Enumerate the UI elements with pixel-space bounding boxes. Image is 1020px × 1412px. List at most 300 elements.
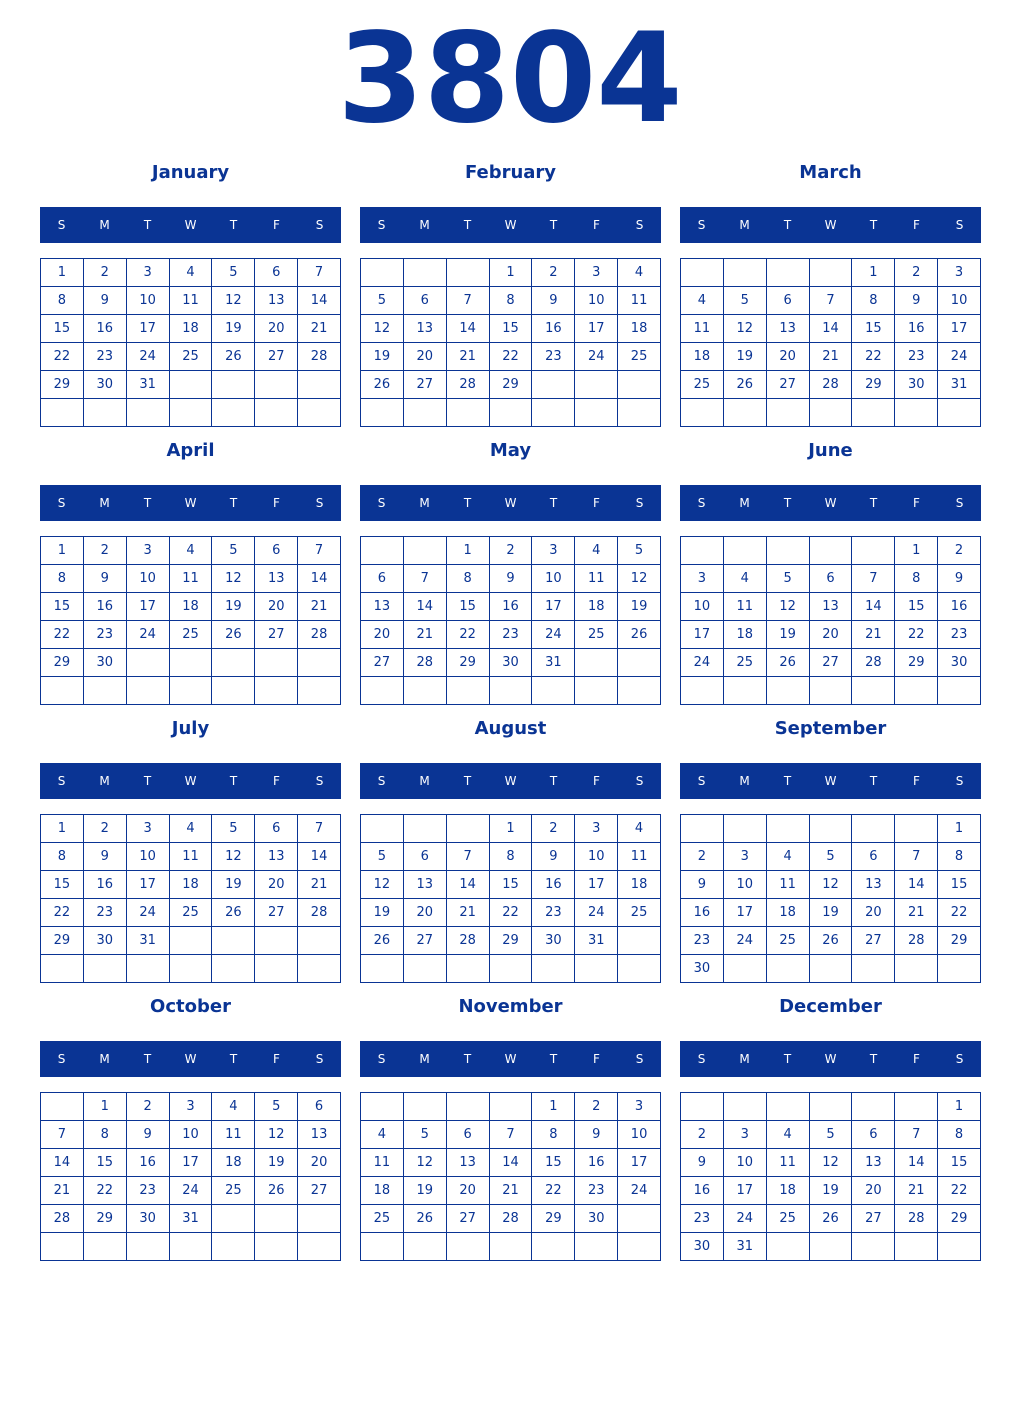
day-cell: 12 (618, 565, 661, 593)
day-cell: 29 (41, 371, 84, 399)
month-march (680, 156, 981, 426)
day-cell: 28 (298, 343, 341, 371)
empty-day-cell (575, 1233, 618, 1261)
empty-day-cell (724, 955, 767, 983)
empty-day-cell (41, 677, 84, 705)
day-cell: 3 (127, 259, 170, 287)
day-cell: 10 (127, 843, 170, 871)
day-cell: 12 (212, 565, 255, 593)
day-cell: 21 (41, 1177, 84, 1205)
day-cell: 25 (681, 371, 724, 399)
weekday-label: T (869, 218, 878, 232)
day-cell: 13 (255, 287, 298, 315)
empty-day-cell (810, 677, 853, 705)
day-cell: 4 (361, 1121, 404, 1149)
weekday-label: S (697, 496, 706, 510)
empty-day-cell (84, 399, 127, 427)
empty-day-cell (532, 955, 575, 983)
day-cell: 20 (852, 1177, 895, 1205)
day-cell: 15 (41, 315, 84, 343)
empty-day-cell (724, 1093, 767, 1121)
day-cell: 31 (575, 927, 618, 955)
empty-day-cell (298, 1205, 341, 1233)
weekday-header (680, 763, 981, 799)
day-cell: 26 (361, 927, 404, 955)
empty-day-cell (532, 677, 575, 705)
day-cell: 20 (404, 343, 447, 371)
weekday-label: W (824, 774, 837, 788)
weekday-label: W (824, 218, 837, 232)
weekday-label: T (229, 774, 238, 788)
day-cell: 3 (575, 815, 618, 843)
day-cell: 15 (41, 871, 84, 899)
empty-day-cell (490, 955, 533, 983)
day-grid (40, 1092, 341, 1261)
day-cell: 9 (895, 287, 938, 315)
day-cell: 6 (255, 537, 298, 565)
day-cell: 2 (532, 259, 575, 287)
weekday-label: S (635, 496, 644, 510)
weekday-label: S (697, 1052, 706, 1066)
day-cell: 19 (361, 899, 404, 927)
day-cell: 25 (575, 621, 618, 649)
day-cell: 10 (938, 287, 981, 315)
day-cell: 1 (938, 815, 981, 843)
day-cell: 11 (681, 315, 724, 343)
day-cell: 25 (767, 1205, 810, 1233)
day-cell: 9 (532, 287, 575, 315)
day-grid (360, 536, 661, 705)
day-cell: 12 (255, 1121, 298, 1149)
day-cell: 19 (767, 621, 810, 649)
weekday-header (360, 207, 661, 243)
day-cell: 16 (490, 593, 533, 621)
empty-day-cell (212, 1205, 255, 1233)
empty-day-cell (852, 537, 895, 565)
day-cell: 9 (84, 287, 127, 315)
day-cell: 27 (404, 927, 447, 955)
empty-day-cell (618, 399, 661, 427)
day-cell: 15 (447, 593, 490, 621)
day-cell: 23 (84, 343, 127, 371)
weekday-label: T (549, 774, 558, 788)
day-cell: 9 (938, 565, 981, 593)
empty-day-cell (767, 537, 810, 565)
day-cell: 20 (404, 899, 447, 927)
day-cell: 9 (575, 1121, 618, 1149)
day-cell: 8 (84, 1121, 127, 1149)
weekday-label: S (635, 218, 644, 232)
day-cell: 16 (532, 315, 575, 343)
month-name: May (489, 440, 532, 461)
day-cell: 7 (895, 843, 938, 871)
empty-day-cell (170, 371, 213, 399)
day-cell: 1 (938, 1093, 981, 1121)
weekday-label: S (377, 496, 386, 510)
day-cell: 3 (724, 1121, 767, 1149)
empty-day-cell (767, 1233, 810, 1261)
empty-day-cell (681, 537, 724, 565)
day-cell: 6 (255, 815, 298, 843)
day-cell: 6 (298, 1093, 341, 1121)
day-cell: 2 (681, 843, 724, 871)
day-cell: 24 (724, 927, 767, 955)
month-february (360, 156, 661, 426)
day-cell: 19 (618, 593, 661, 621)
empty-day-cell (361, 1233, 404, 1261)
day-cell: 3 (532, 537, 575, 565)
weekday-label: M (99, 218, 110, 232)
day-cell: 8 (852, 287, 895, 315)
weekday-header (40, 763, 341, 799)
month-november (360, 990, 661, 1260)
day-cell: 12 (212, 287, 255, 315)
empty-day-cell (724, 677, 767, 705)
day-cell: 31 (170, 1205, 213, 1233)
weekday-label: T (783, 1052, 792, 1066)
empty-day-cell (618, 371, 661, 399)
day-cell: 22 (938, 1177, 981, 1205)
empty-day-cell (895, 399, 938, 427)
empty-day-cell (41, 955, 84, 983)
empty-day-cell (618, 955, 661, 983)
weekday-label: S (377, 218, 386, 232)
day-cell: 24 (724, 1205, 767, 1233)
day-cell: 22 (490, 899, 533, 927)
day-cell: 21 (298, 871, 341, 899)
day-cell: 23 (532, 343, 575, 371)
weekday-label: M (419, 218, 430, 232)
empty-day-cell (852, 955, 895, 983)
weekday-label: W (184, 1052, 197, 1066)
day-cell: 30 (938, 649, 981, 677)
day-cell: 15 (490, 315, 533, 343)
day-cell: 22 (41, 621, 84, 649)
empty-day-cell (212, 955, 255, 983)
empty-day-cell (575, 649, 618, 677)
day-cell: 11 (212, 1121, 255, 1149)
day-cell: 26 (810, 1205, 853, 1233)
day-cell: 16 (84, 315, 127, 343)
day-cell: 17 (724, 1177, 767, 1205)
day-cell: 19 (810, 1177, 853, 1205)
day-cell: 20 (255, 871, 298, 899)
day-cell: 8 (447, 565, 490, 593)
weekday-label: T (229, 496, 238, 510)
day-cell: 5 (212, 259, 255, 287)
month-name: April (166, 440, 215, 461)
empty-day-cell (127, 955, 170, 983)
day-cell: 15 (41, 593, 84, 621)
day-cell: 29 (447, 649, 490, 677)
day-cell: 1 (84, 1093, 127, 1121)
day-cell: 12 (361, 871, 404, 899)
day-cell: 24 (127, 621, 170, 649)
month-name: February (464, 162, 557, 183)
empty-day-cell (404, 1233, 447, 1261)
day-cell: 12 (767, 593, 810, 621)
day-cell: 28 (852, 649, 895, 677)
day-cell: 7 (41, 1121, 84, 1149)
day-cell: 3 (127, 537, 170, 565)
day-cell: 15 (490, 871, 533, 899)
empty-day-cell (447, 399, 490, 427)
day-cell: 11 (618, 287, 661, 315)
day-cell: 22 (852, 343, 895, 371)
day-cell: 29 (84, 1205, 127, 1233)
day-cell: 8 (895, 565, 938, 593)
day-cell: 26 (361, 371, 404, 399)
weekday-label: S (635, 774, 644, 788)
day-cell: 2 (127, 1093, 170, 1121)
day-cell: 29 (895, 649, 938, 677)
empty-day-cell (895, 955, 938, 983)
day-cell: 17 (170, 1149, 213, 1177)
empty-day-cell (938, 399, 981, 427)
day-cell: 13 (852, 1149, 895, 1177)
day-cell: 14 (895, 871, 938, 899)
day-cell: 7 (298, 815, 341, 843)
day-cell: 17 (127, 871, 170, 899)
month-name: July (171, 718, 210, 739)
empty-day-cell (127, 677, 170, 705)
empty-day-cell (84, 955, 127, 983)
day-grid (40, 258, 341, 427)
weekday-label: F (593, 218, 600, 232)
day-cell: 15 (84, 1149, 127, 1177)
day-cell: 24 (938, 343, 981, 371)
day-cell: 6 (361, 565, 404, 593)
day-cell: 16 (532, 871, 575, 899)
empty-day-cell (212, 371, 255, 399)
day-cell: 27 (361, 649, 404, 677)
weekday-label: T (143, 496, 152, 510)
day-cell: 30 (84, 649, 127, 677)
day-cell: 10 (575, 287, 618, 315)
empty-day-cell (447, 955, 490, 983)
weekday-label: F (913, 496, 920, 510)
day-cell: 27 (404, 371, 447, 399)
empty-day-cell (127, 649, 170, 677)
weekday-label: W (504, 496, 517, 510)
day-cell: 8 (41, 565, 84, 593)
weekday-label: T (463, 1052, 472, 1066)
day-cell: 24 (532, 621, 575, 649)
empty-day-cell (255, 677, 298, 705)
day-cell: 25 (724, 649, 767, 677)
day-cell: 14 (298, 565, 341, 593)
month-name: September (774, 718, 887, 739)
day-cell: 12 (810, 1149, 853, 1177)
empty-day-cell (767, 955, 810, 983)
weekday-label: S (57, 774, 66, 788)
day-cell: 12 (361, 315, 404, 343)
empty-day-cell (895, 1233, 938, 1261)
weekday-label: M (739, 218, 750, 232)
day-cell: 14 (895, 1149, 938, 1177)
weekday-label: T (229, 1052, 238, 1066)
day-cell: 13 (852, 871, 895, 899)
day-cell: 18 (170, 315, 213, 343)
day-cell: 29 (532, 1205, 575, 1233)
day-cell: 15 (938, 1149, 981, 1177)
empty-day-cell (361, 259, 404, 287)
day-cell: 7 (404, 565, 447, 593)
day-cell: 20 (361, 621, 404, 649)
day-cell: 9 (127, 1121, 170, 1149)
day-cell: 13 (404, 871, 447, 899)
empty-day-cell (41, 1093, 84, 1121)
day-cell: 7 (447, 843, 490, 871)
empty-day-cell (127, 1233, 170, 1261)
day-cell: 31 (724, 1233, 767, 1261)
weekday-header (360, 1041, 661, 1077)
weekday-label: F (913, 774, 920, 788)
day-cell: 17 (681, 621, 724, 649)
empty-day-cell (532, 399, 575, 427)
day-cell: 14 (41, 1149, 84, 1177)
weekday-label: F (913, 218, 920, 232)
weekday-label: S (377, 1052, 386, 1066)
day-cell: 29 (938, 1205, 981, 1233)
empty-day-cell (447, 1093, 490, 1121)
day-cell: 8 (938, 843, 981, 871)
day-cell: 25 (212, 1177, 255, 1205)
day-cell: 3 (127, 815, 170, 843)
empty-day-cell (298, 649, 341, 677)
weekday-label: T (143, 1052, 152, 1066)
day-cell: 27 (810, 649, 853, 677)
day-cell: 27 (447, 1205, 490, 1233)
day-cell: 17 (127, 593, 170, 621)
day-cell: 7 (447, 287, 490, 315)
day-grid (680, 814, 981, 983)
day-cell: 16 (681, 1177, 724, 1205)
day-cell: 20 (852, 899, 895, 927)
day-cell: 18 (724, 621, 767, 649)
empty-day-cell (212, 927, 255, 955)
empty-day-cell (810, 955, 853, 983)
empty-day-cell (532, 371, 575, 399)
empty-day-cell (852, 1233, 895, 1261)
day-cell: 21 (490, 1177, 533, 1205)
weekday-label: F (273, 1052, 280, 1066)
empty-day-cell (618, 1205, 661, 1233)
day-cell: 3 (575, 259, 618, 287)
weekday-label: S (955, 496, 964, 510)
month-june (680, 434, 981, 704)
day-cell: 24 (127, 343, 170, 371)
empty-day-cell (170, 649, 213, 677)
day-cell: 15 (938, 871, 981, 899)
empty-day-cell (810, 1233, 853, 1261)
day-grid (680, 258, 981, 427)
day-cell: 18 (767, 899, 810, 927)
day-cell: 19 (255, 1149, 298, 1177)
day-cell: 12 (212, 843, 255, 871)
day-cell: 22 (41, 899, 84, 927)
day-cell: 11 (767, 1149, 810, 1177)
day-cell: 3 (938, 259, 981, 287)
empty-day-cell (255, 371, 298, 399)
day-cell: 5 (767, 565, 810, 593)
day-cell: 9 (84, 565, 127, 593)
day-cell: 6 (255, 259, 298, 287)
month-july (40, 712, 341, 982)
day-cell: 13 (361, 593, 404, 621)
empty-day-cell (575, 399, 618, 427)
weekday-label: S (955, 218, 964, 232)
weekday-label: T (869, 774, 878, 788)
day-cell: 6 (810, 565, 853, 593)
day-cell: 23 (490, 621, 533, 649)
empty-day-cell (361, 399, 404, 427)
day-cell: 11 (767, 871, 810, 899)
day-cell: 10 (127, 565, 170, 593)
empty-day-cell (41, 399, 84, 427)
day-cell: 5 (404, 1121, 447, 1149)
day-cell: 13 (404, 315, 447, 343)
empty-day-cell (852, 1093, 895, 1121)
day-cell: 18 (767, 1177, 810, 1205)
weekday-label: M (419, 774, 430, 788)
weekday-label: W (504, 774, 517, 788)
day-cell: 5 (361, 843, 404, 871)
day-cell: 2 (84, 537, 127, 565)
day-cell: 3 (618, 1093, 661, 1121)
empty-day-cell (938, 1233, 981, 1261)
day-cell: 23 (895, 343, 938, 371)
empty-day-cell (618, 677, 661, 705)
day-cell: 3 (681, 565, 724, 593)
empty-day-cell (724, 259, 767, 287)
weekday-label: T (869, 496, 878, 510)
month-january (40, 156, 341, 426)
weekday-header (40, 1041, 341, 1077)
empty-day-cell (170, 1233, 213, 1261)
day-cell: 21 (895, 1177, 938, 1205)
weekday-label: M (99, 496, 110, 510)
empty-day-cell (767, 1093, 810, 1121)
empty-day-cell (852, 677, 895, 705)
weekday-label: S (377, 774, 386, 788)
weekday-label: S (315, 496, 324, 510)
day-cell: 5 (361, 287, 404, 315)
day-cell: 4 (575, 537, 618, 565)
day-cell: 24 (170, 1177, 213, 1205)
day-cell: 10 (618, 1121, 661, 1149)
weekday-header (680, 207, 981, 243)
day-cell: 29 (41, 927, 84, 955)
day-cell: 22 (447, 621, 490, 649)
weekday-label: F (273, 218, 280, 232)
day-cell: 16 (938, 593, 981, 621)
day-cell: 20 (255, 593, 298, 621)
weekday-label: S (57, 1052, 66, 1066)
weekday-label: S (697, 774, 706, 788)
month-may (360, 434, 661, 704)
day-cell: 5 (618, 537, 661, 565)
day-cell: 7 (298, 259, 341, 287)
day-cell: 8 (490, 843, 533, 871)
day-cell: 27 (255, 343, 298, 371)
day-cell: 4 (767, 1121, 810, 1149)
empty-day-cell (810, 537, 853, 565)
day-cell: 26 (212, 343, 255, 371)
day-cell: 1 (490, 815, 533, 843)
day-cell: 4 (170, 815, 213, 843)
day-cell: 20 (810, 621, 853, 649)
